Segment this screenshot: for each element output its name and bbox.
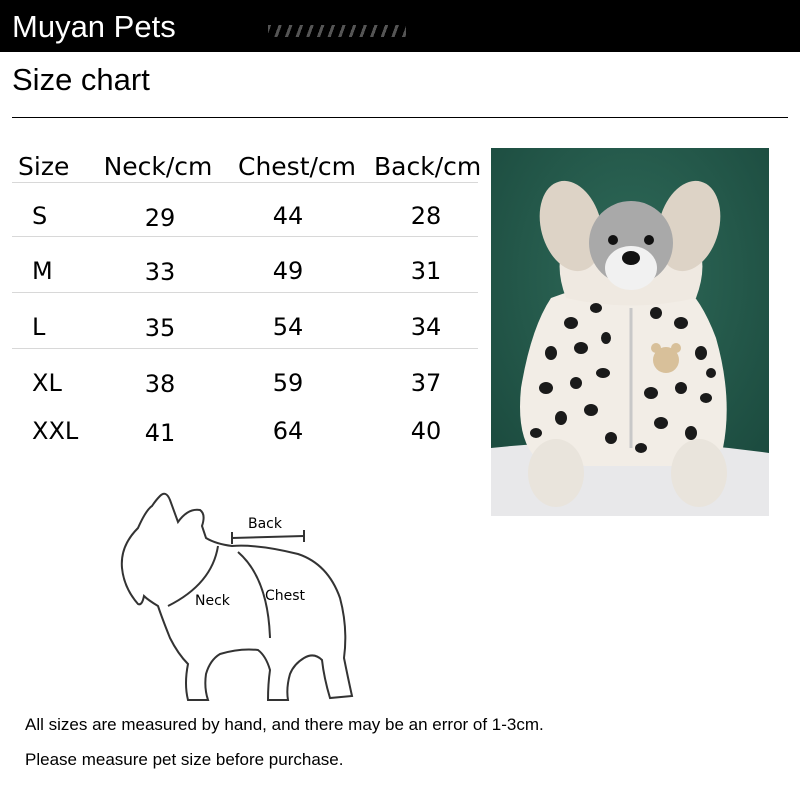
cell-size: M	[32, 257, 53, 285]
diagram-label-neck: Neck	[195, 593, 230, 609]
brand-name: Muyan Pets	[12, 9, 176, 44]
measurement-diagram	[108, 488, 368, 710]
cell-back: 28	[410, 202, 442, 230]
cell-neck: 29	[144, 204, 176, 232]
product-photo	[491, 148, 769, 516]
cell-neck: 35	[144, 314, 176, 342]
dog-outline-diagram	[108, 488, 368, 710]
note-measure-error: All sizes are measured by hand, and there may be an error of 1-3cm.	[25, 715, 544, 734]
header-bar	[0, 0, 800, 52]
cell-chest: 64	[272, 417, 304, 445]
cell-size: XL	[32, 369, 62, 397]
title-divider	[12, 117, 788, 118]
table-row	[12, 293, 478, 349]
header-decoration	[268, 25, 406, 37]
cell-neck: 33	[144, 258, 176, 286]
diagram-label-back: Back	[248, 516, 282, 532]
cell-neck: 41	[144, 419, 176, 447]
cell-chest: 44	[272, 202, 304, 230]
header-size: Size	[18, 152, 70, 181]
table-header-row	[12, 152, 482, 183]
size-table	[12, 152, 482, 183]
cell-back: 31	[410, 257, 442, 285]
header-chest: Chest/cm	[237, 152, 357, 181]
table-row	[12, 182, 478, 237]
header-neck: Neck/cm	[103, 152, 213, 181]
cell-neck: 38	[144, 370, 176, 398]
cell-back: 34	[410, 313, 442, 341]
header-back: Back/cm	[374, 152, 482, 181]
cell-back: 40	[410, 417, 442, 445]
cell-size: S	[32, 202, 48, 230]
diagram-label-chest: Chest	[265, 588, 306, 604]
cell-chest: 59	[272, 369, 304, 397]
table-row	[12, 349, 478, 397]
cell-chest: 49	[272, 257, 304, 285]
cell-size: XXL	[32, 417, 79, 445]
size-table-body	[12, 182, 478, 445]
page-title: Size chart	[12, 62, 150, 97]
dog-photo-illustration	[491, 148, 769, 516]
table-row	[12, 237, 478, 293]
cell-chest: 54	[272, 313, 304, 341]
cell-back: 37	[410, 369, 442, 397]
cell-size: L	[32, 313, 46, 341]
note-measure-before: Please measure pet size before purchase.	[25, 750, 344, 769]
table-row	[12, 397, 478, 445]
